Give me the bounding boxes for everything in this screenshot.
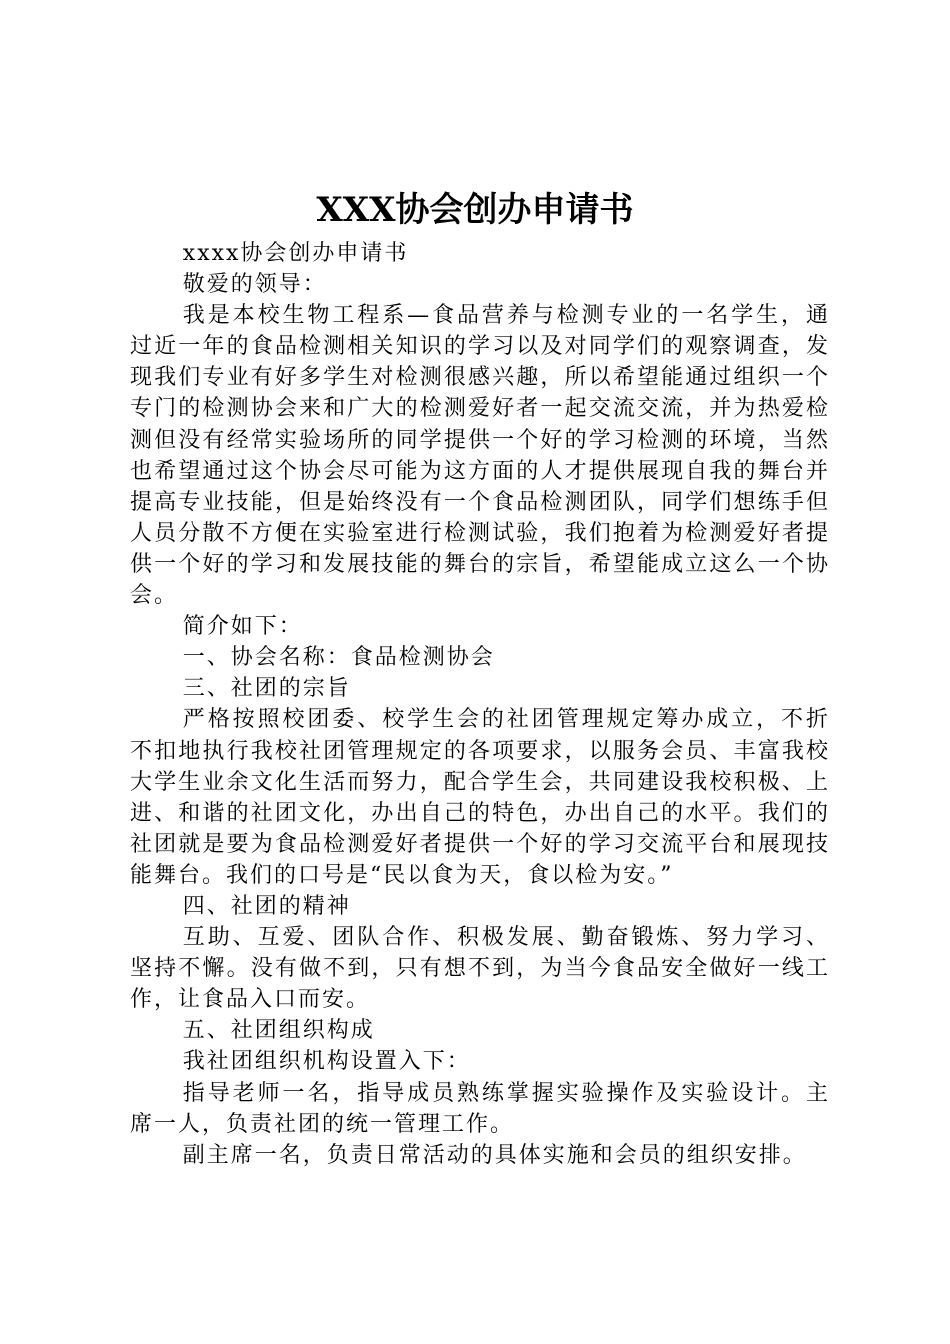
section-purpose-heading: 三、社团的宗旨: [182, 676, 351, 702]
structure-vice-chair: 副主席一名，负责日常活动的具体实施和会员的组织安排。: [182, 1142, 807, 1168]
intro-paragraph: 我是本校生物工程系—食品营养与检测专业的一名学生，通过近一年的食品检测相关知识的学习以及对同学们的观察调查，发现我们专业有好多学生对检测很感兴趣，所以希望能通过组织一个专门的检测协会来和广大的检测爱好者一起交流交流，并为热爱检测但没有经常实验场所的同学提供一个好的学习检测的环境，当然也希望通过这个协会尽可能为这方面的人才提供展现自我的舞台并提高专业技能，但是始终没有一个食品检测团队，同学们想练手但人员分散不方便在实验室进行检测试验，我们抱着为检测爱好者提供一个好的学习和发展技能的舞台的宗旨，希望能成立这么一个协会。: [130, 303, 830, 609]
structure-advisor: 指导老师一名，指导成员熟练掌握实验操作及实验设计。主席一人，负责社团的统一管理工作。: [130, 1080, 830, 1137]
subtitle-line: xxxx协会创办申请书: [182, 241, 409, 266]
section-structure-heading: 五、社团组织构成: [182, 1018, 375, 1044]
spirit-paragraph: 互助、互爱、团队合作、积极发展、勤奋锻炼、努力学习、坚持不懈。没有做不到，只有想不到，为当今食品安全做好一线工作，让食品入口而安。: [130, 925, 830, 1013]
purpose-paragraph: 严格按照校团委、校学生会的社团管理规定筹办成立，不折不扣地执行我校社团管理规定的各项要求，以服务会员、丰富我校大学生业余文化生活而努力，配合学生会，共同建设我校积极、上进、和谐的社团文化，办出自己的特色，办出自己的水平。我们的社团就是要为食品检测爱好者提供一个好的学习交流平台和展现技能舞台。我们的口号是“民以食为天，食以检为安。”: [130, 707, 830, 888]
section-name: 一、协会名称：食品检测协会: [182, 645, 495, 671]
document-body: [130, 238, 830, 1171]
document-title: XXX协会创办申请书: [316, 190, 634, 230]
section-spirit-heading: 四、社团的精神: [182, 893, 351, 919]
salutation: 敬爱的领导：: [182, 272, 327, 298]
structure-intro: 我社团组织机构设置入下：: [182, 1049, 471, 1075]
summary-heading: 简介如下：: [182, 614, 303, 640]
